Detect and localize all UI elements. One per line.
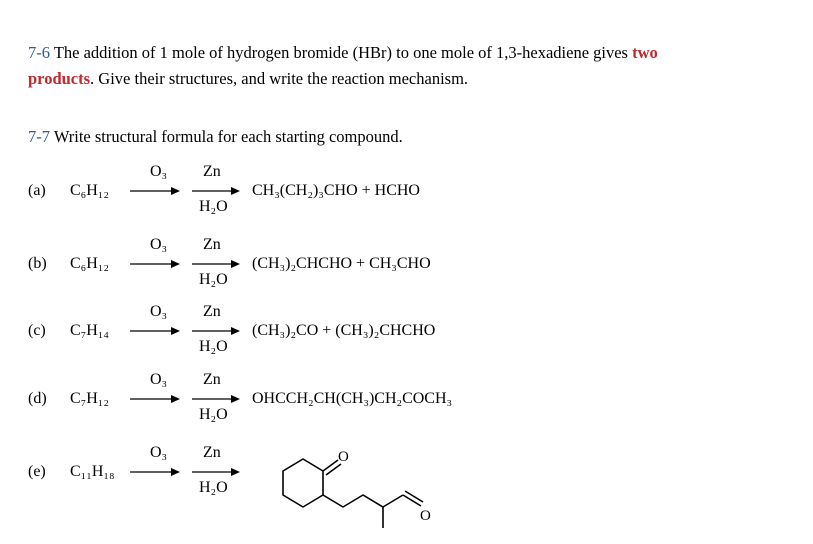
arrow-reduction bbox=[192, 326, 240, 336]
products: (CH₃)₂CHCHO + CH₃CHO bbox=[252, 255, 431, 272]
emphasis-two: two bbox=[632, 43, 658, 62]
arrow-ozonolysis bbox=[130, 394, 180, 404]
reagent-water: H₂O bbox=[199, 271, 228, 288]
problem-text-end: . Give their structures, and write the reaction mechanism. bbox=[90, 69, 469, 88]
ring bbox=[283, 459, 323, 507]
emphasis-products: products bbox=[28, 69, 91, 88]
reagent-ozone: O₃ bbox=[150, 303, 168, 320]
problem-7-6 bbox=[28, 40, 658, 66]
reagent-ozone: O₃ bbox=[150, 444, 168, 461]
arrow-ozonolysis bbox=[130, 326, 180, 336]
arrow-reduction bbox=[192, 259, 240, 269]
problem-7-7 bbox=[28, 124, 403, 150]
arrow-reduction bbox=[192, 467, 240, 477]
arrow-ozonolysis bbox=[130, 467, 180, 477]
problem-text: The addition of 1 mole of hydrogen bromide (HBr) to one mole of 1,3-hexadiene gives bbox=[50, 43, 633, 62]
reaction-label: (c) bbox=[28, 322, 46, 339]
problem-text: Write structural formula for each starting compound. bbox=[50, 127, 403, 146]
arrow-reduction bbox=[192, 186, 240, 196]
oxygen-bottom: O bbox=[420, 508, 431, 524]
problem-number: 7-6 bbox=[28, 43, 50, 62]
products: CH₃(CH₂)₃CHO + HCHO bbox=[252, 182, 420, 199]
side-chain bbox=[323, 495, 403, 507]
reagent-water: H₂O bbox=[199, 338, 228, 355]
carbonyl-bond-double bbox=[326, 464, 341, 475]
problem-number: 7-7 bbox=[28, 127, 50, 146]
aldehyde-bond-double bbox=[405, 491, 423, 502]
products: (CH₃)₂CO + (CH₃)₂CHCHO bbox=[252, 322, 436, 339]
reagent-zinc: Zn bbox=[203, 163, 221, 180]
oxygen-top: O bbox=[338, 449, 349, 465]
arrow-reduction bbox=[192, 394, 240, 404]
reaction-label: (a) bbox=[28, 182, 46, 199]
reaction-label: (d) bbox=[28, 390, 47, 407]
reaction-label: (b) bbox=[28, 255, 47, 272]
reagent-zinc: Zn bbox=[203, 303, 221, 320]
reagent-zinc: Zn bbox=[203, 371, 221, 388]
products: OHCCH₂CH(CH₃)CH₂COCH₃ bbox=[252, 390, 453, 407]
starting-formula: C₆H₁₂ bbox=[70, 255, 109, 272]
reaction-label: (e) bbox=[28, 463, 46, 480]
starting-formula: C₁₁H₁₈ bbox=[70, 463, 115, 480]
carbonyl-bond bbox=[323, 460, 338, 471]
reagent-water: H₂O bbox=[199, 406, 228, 423]
aldehyde-bond bbox=[403, 495, 421, 506]
problem-7-6-line2 bbox=[28, 66, 468, 92]
reagent-ozone: O₃ bbox=[150, 163, 168, 180]
reagent-water: H₂O bbox=[199, 479, 228, 496]
starting-formula: C₇H₁₂ bbox=[70, 390, 109, 407]
reagent-zinc: Zn bbox=[203, 236, 221, 253]
reagent-water: H₂O bbox=[199, 198, 228, 215]
reagent-ozone: O₃ bbox=[150, 371, 168, 388]
arrow-ozonolysis bbox=[130, 259, 180, 269]
reagent-ozone: O₃ bbox=[150, 236, 168, 253]
reagent-zinc: Zn bbox=[203, 444, 221, 461]
starting-formula: C₇H₁₄ bbox=[70, 322, 109, 339]
starting-formula: C₆H₁₂ bbox=[70, 182, 109, 199]
arrow-ozonolysis bbox=[130, 186, 180, 196]
cyclohexanone-structure bbox=[270, 440, 460, 530]
